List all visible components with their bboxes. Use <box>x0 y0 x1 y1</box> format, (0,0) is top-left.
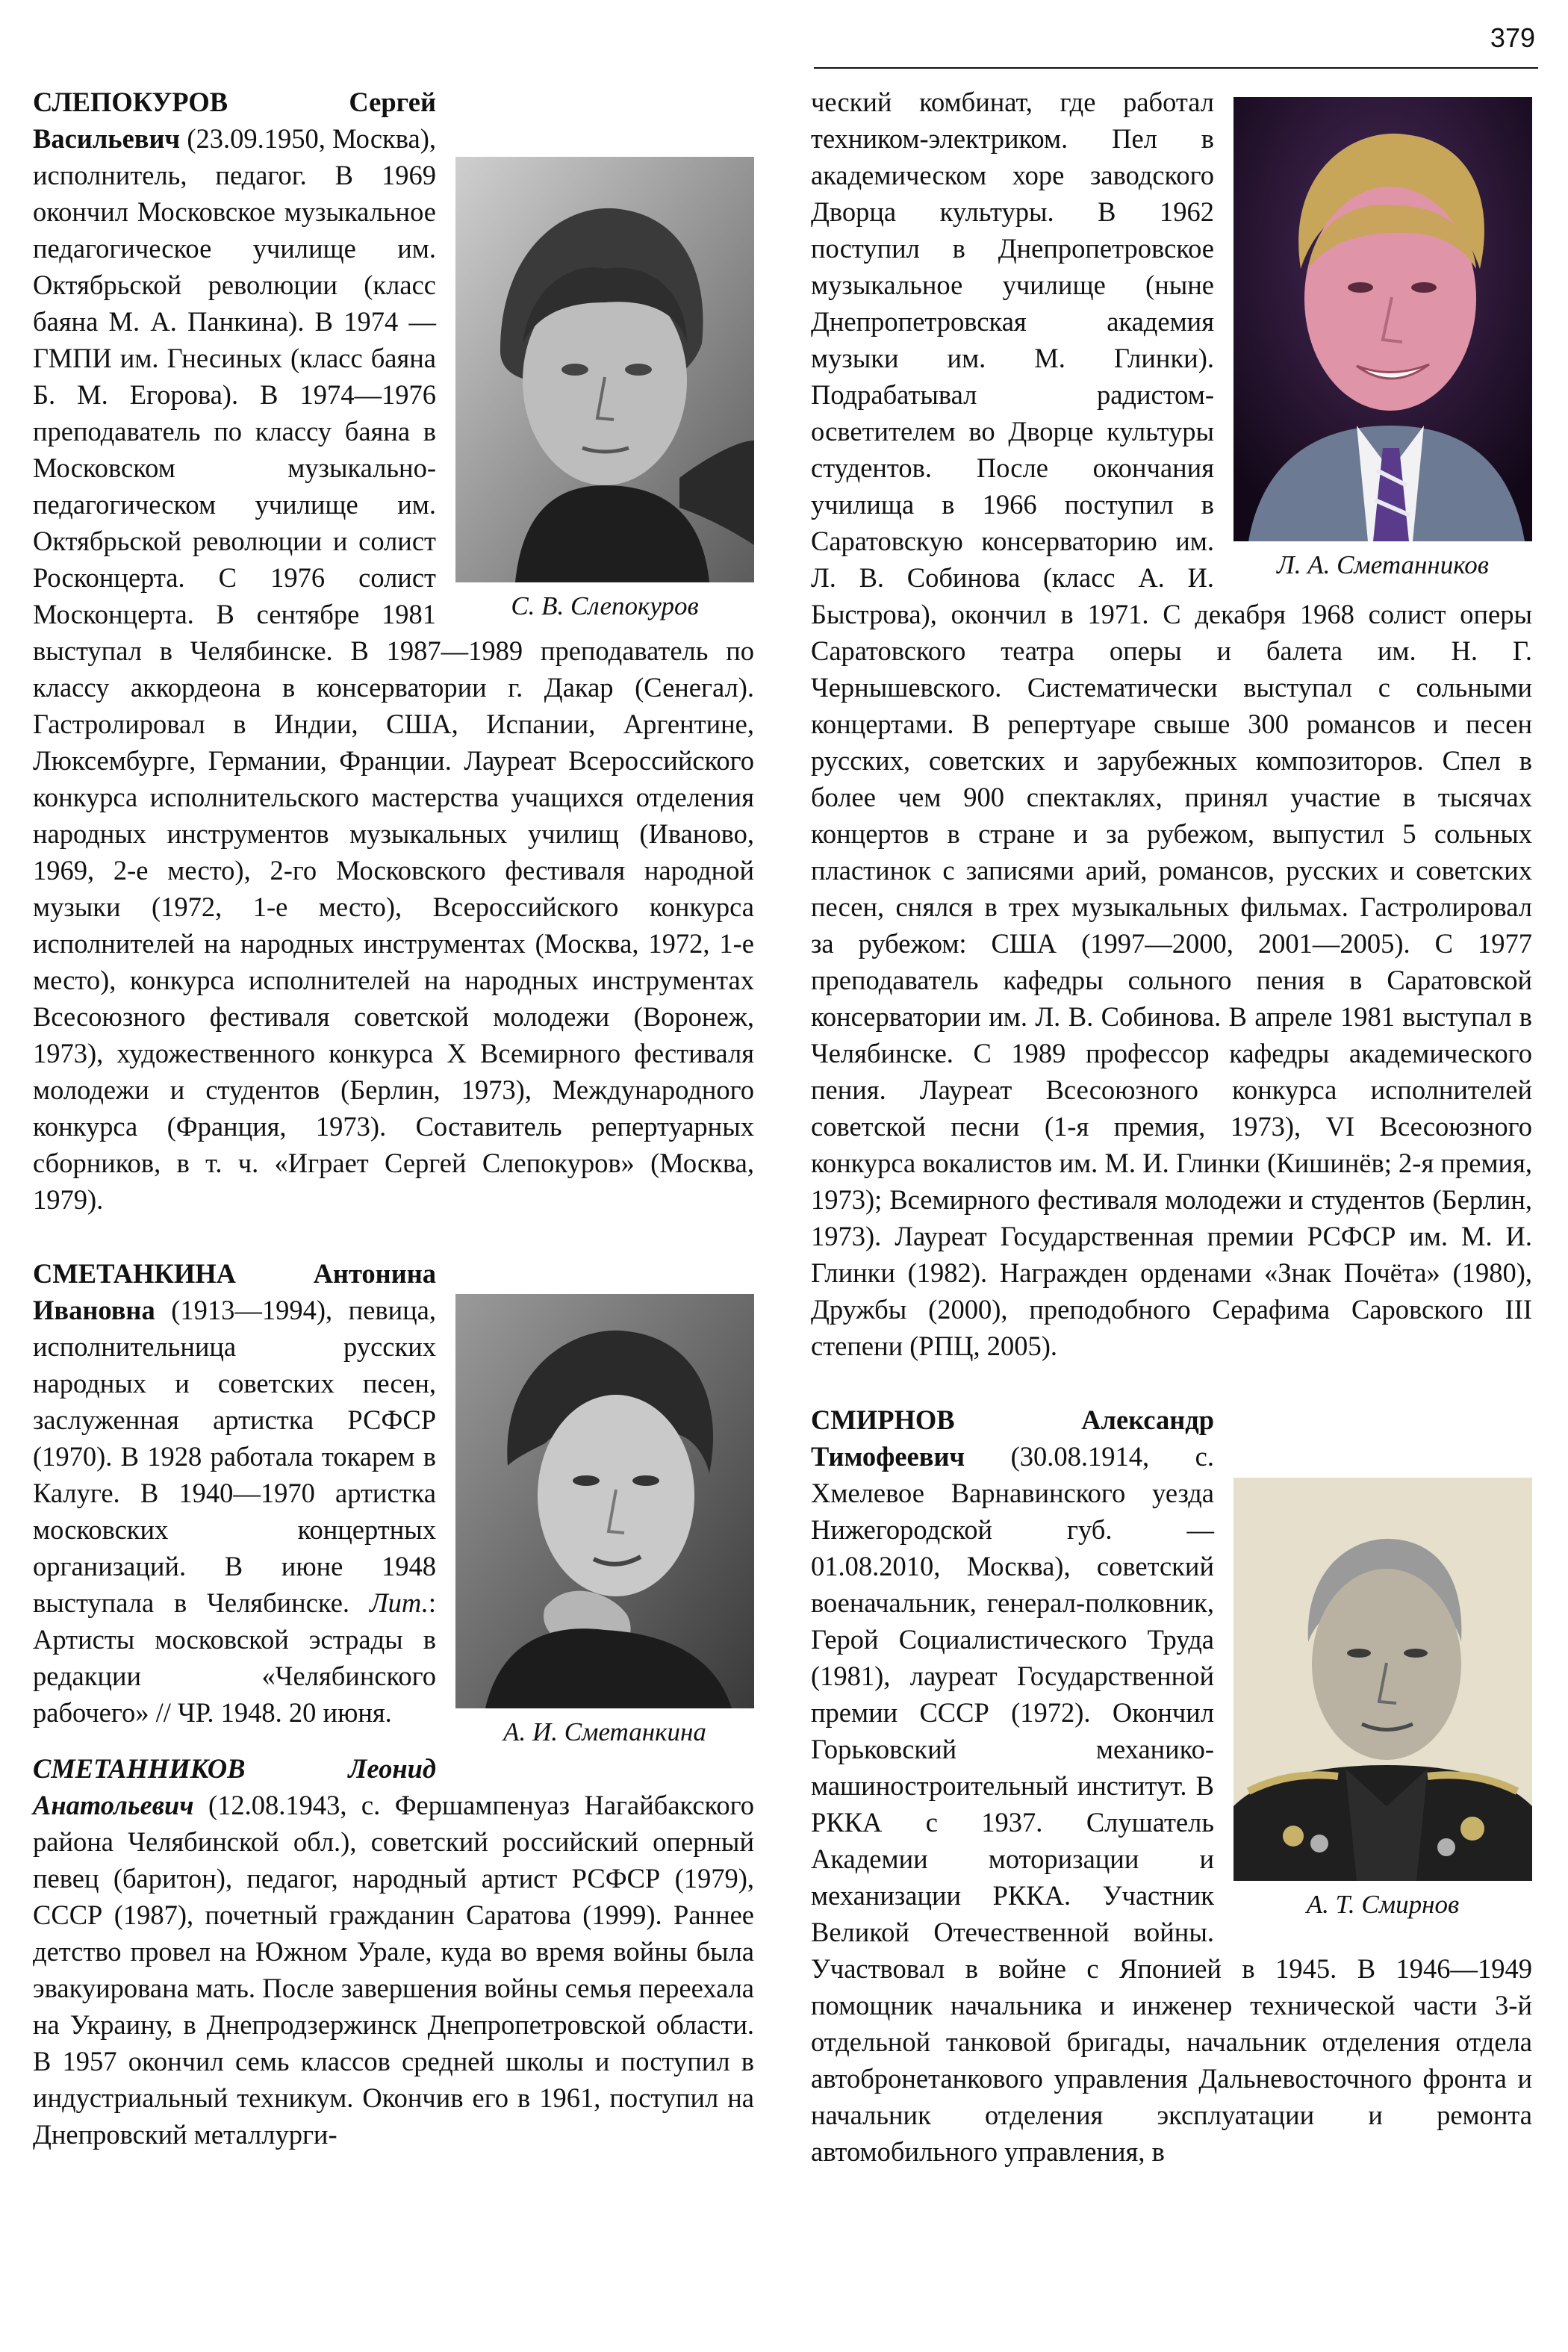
entry-smetannikov-continued <box>811 84 1532 1364</box>
entry-text-smetannikov-part2: ческий комбинат, где работал техником-электриком. Пел в академическом хоре заводского Дворца культуры. В 1962 поступил в Днепропетровское музыкальное училище (ныне Днепропетровская академия музыки им. М. Глинки). Подрабатывал радистом-осветителем во Дворце культуры студентов. После окончания училища в 1966 поступил в Саратовскую консерваторию им. Л. В. Собинова (класс А. И. Быстрова), окончил в 1971. С декабря 1968 солист оперы Саратовского театра оперы и балета им. Н. Г. Чернышевского. Систематически выступал с сольными концертами. В репертуаре свыше 300 романсов и песен русских, советских и зарубежных композиторов. Спел в более чем 900 спектаклях, принял участие в тысячах концертов в стране и за рубежом, выпустил 5 сольных пластинок с записями арий, романсов, русских и советских песен, снялся в трех музыкальных фильмах. Гастролировал за рубежом: США (1997—2000, 2001—2005). С 1977 преподаватель кафедры сольного пения в Саратовской консерватории им. Л. В. Собинова. В апреле 1981 выступал в Челябинске. С 1989 профессор кафедры академического пения. Лауреат Всесоюзного конкурса исполнителей советской песни (1-я премия, 1973), VI Всесоюзного конкурса вокалистов им. М. И. Глинки (Кишинёв; 2-я премия, 1973); Всемирного фестиваля молодежи и студентов (Берлин, 1973). Лауреат Государственная премии РСФСР им. М. И. Глинки (1982). Награжден орденами «Знак Почёта» (1980), Дружбы (2000), преподобного Серафима Саровского III степени (РПЦ, 2005). <box>811 87 1532 1361</box>
figure-smetannikov <box>1233 97 1532 582</box>
entry-name-smetankina: СМЕТАНКИНА Антонина Ивановна <box>33 1258 436 1325</box>
caption-smirnov: А. Т. Смирнов <box>1306 1890 1460 1919</box>
entry-smetannikov <box>33 1750 754 2153</box>
header-rule <box>814 67 1538 69</box>
caption-slepokurov: С. В. Слепокуров <box>511 591 699 620</box>
entry-lit-text-smetankina: : Артисты московской эстрады в редакции «Челябинского рабочего» // ЧР. 1948. 20 июня. <box>33 1587 436 1728</box>
entry-text-smetannikov-part1: (12.08.1943, с. Фершампенуаз Нагайбакского района Челябинской обл.), советский российский оперный певец (баритон), педагог, народный артист РСФСР (1979), СССР (1987), почетный гражданин Саратова (1999). Раннее детство провел на Южном Урале, куда во время войны была эвакуирована мать. После завершения войны семья переехала на Украину, в Днепродзержинск Днепропетровской области. В 1957 окончил семь классов средней школы и поступил в индустриальный техникум. Окончив его в 1961, поступил на Днепровский металлурги- <box>33 1790 754 2150</box>
caption-smetannikov: Л. А. Сметанников <box>1277 550 1489 579</box>
figure-slepokurov <box>455 157 754 623</box>
entry-text-smetankina: (1913—1994), певица, исполнительница русских народных и советских песен, заслуженная артистка РСФСР (1970). В 1928 работала токарем в Калуге. В 1940—1970 артистка московских концертных организаций. В июне 1948 выступала в Челябинске. <box>33 1295 436 1618</box>
photo-slepokurov <box>455 157 754 582</box>
caption-smetankina: А. И. Сметанкина <box>503 1717 706 1746</box>
right-column <box>811 84 1532 2170</box>
entry-smirnov <box>811 1401 1532 2170</box>
entry-name-slepokurov: СЛЕПОКУРОВ Сергей Васильевич <box>33 87 436 154</box>
entry-name-smetannikov: СМЕТАННИКОВ Леонид Анатольевич <box>33 1753 436 1820</box>
figure-smirnov <box>1233 1478 1532 1921</box>
figure-smetankina <box>455 1294 754 1749</box>
left-column <box>33 84 754 2153</box>
photo-smirnov <box>1233 1478 1532 1881</box>
entry-text-smirnov: (30.08.1914, с. Хмелевое Варнавинского уезда Нижегородской губ. — 01.08.2010, Москва), советский военачальник, генерал-полковник, Герой Социалистического Труда (1981), лауреат Государственной премии СССР (1972). Окончил Горьковский механико-машиностроительный институт. В РККА с 1937. Слушатель Академии моторизации и механизации РККА. Участник Великой Отечественной войны. Участвовал в войне с Японией в 1945. В 1946—1949 помощник начальника и инженер технической части 3-й отдельной танковой бригады, начальник отделения отдела автобронетанкового управления Дальневосточного фронта и начальник отделения эксплуатации и ремонта автомобильного управления, в <box>811 1441 1532 2167</box>
entry-name-smirnov: СМИРНОВ Александр Тимофеевич <box>811 1404 1214 1472</box>
entry-lit-label-smetankina: Лит. <box>369 1587 429 1618</box>
entry-smetankina <box>33 1255 754 1746</box>
entry-slepokurov <box>33 84 754 1218</box>
photo-smetankina <box>455 1294 754 1708</box>
page-number: 379 <box>1490 22 1535 53</box>
entry-text-slepokurov: (23.09.1950, Москва), исполнитель, педагог. В 1969 окончил Московское музыкальное педагогическое училище им. Октябрьской революции (класс баяна М. А. Панкина). В 1974 — ГМПИ им. Гнесиных (класс баяна Б. М. Егорова). В 1974—1976 преподаватель по классу баяна в Московском музыкально-педагогическом училище им. Октябрьской революции и солист Росконцерта. С 1976 солист Москонцерта. В сентябре 1981 выступал в Челябинске. В 1987—1989 преподаватель по классу аккордеона в консерватории г. Дакар (Сенегал). Гастролировал в Индии, США, Испании, Аргентине, Люксембурге, Германии, Франции. Лауреат Всероссийского конкурса исполнительского мастерства учащихся отделения народных инструментов музыкальных училищ (Иваново, 1969, 2-е место), 2-го Московского фестиваля народной музыки (1972, 1-е место), Всероссийского конкурса исполнителей на народных инструментах (Москва, 1972, 1-е место), конкурса исполнителей на народных инструментах Всесоюзного фестиваля советской молодежи (Воронеж, 1973), художественного конкурса X Всемирного фестиваля молодежи и студентов (Берлин, 1973), Международного конкурса (Франция, 1973). Составитель репертуарных сборников, в т. ч. «Играет Сергей Слепокуров» (Москва, 1979). <box>33 123 754 1215</box>
photo-smetannikov <box>1233 97 1532 541</box>
